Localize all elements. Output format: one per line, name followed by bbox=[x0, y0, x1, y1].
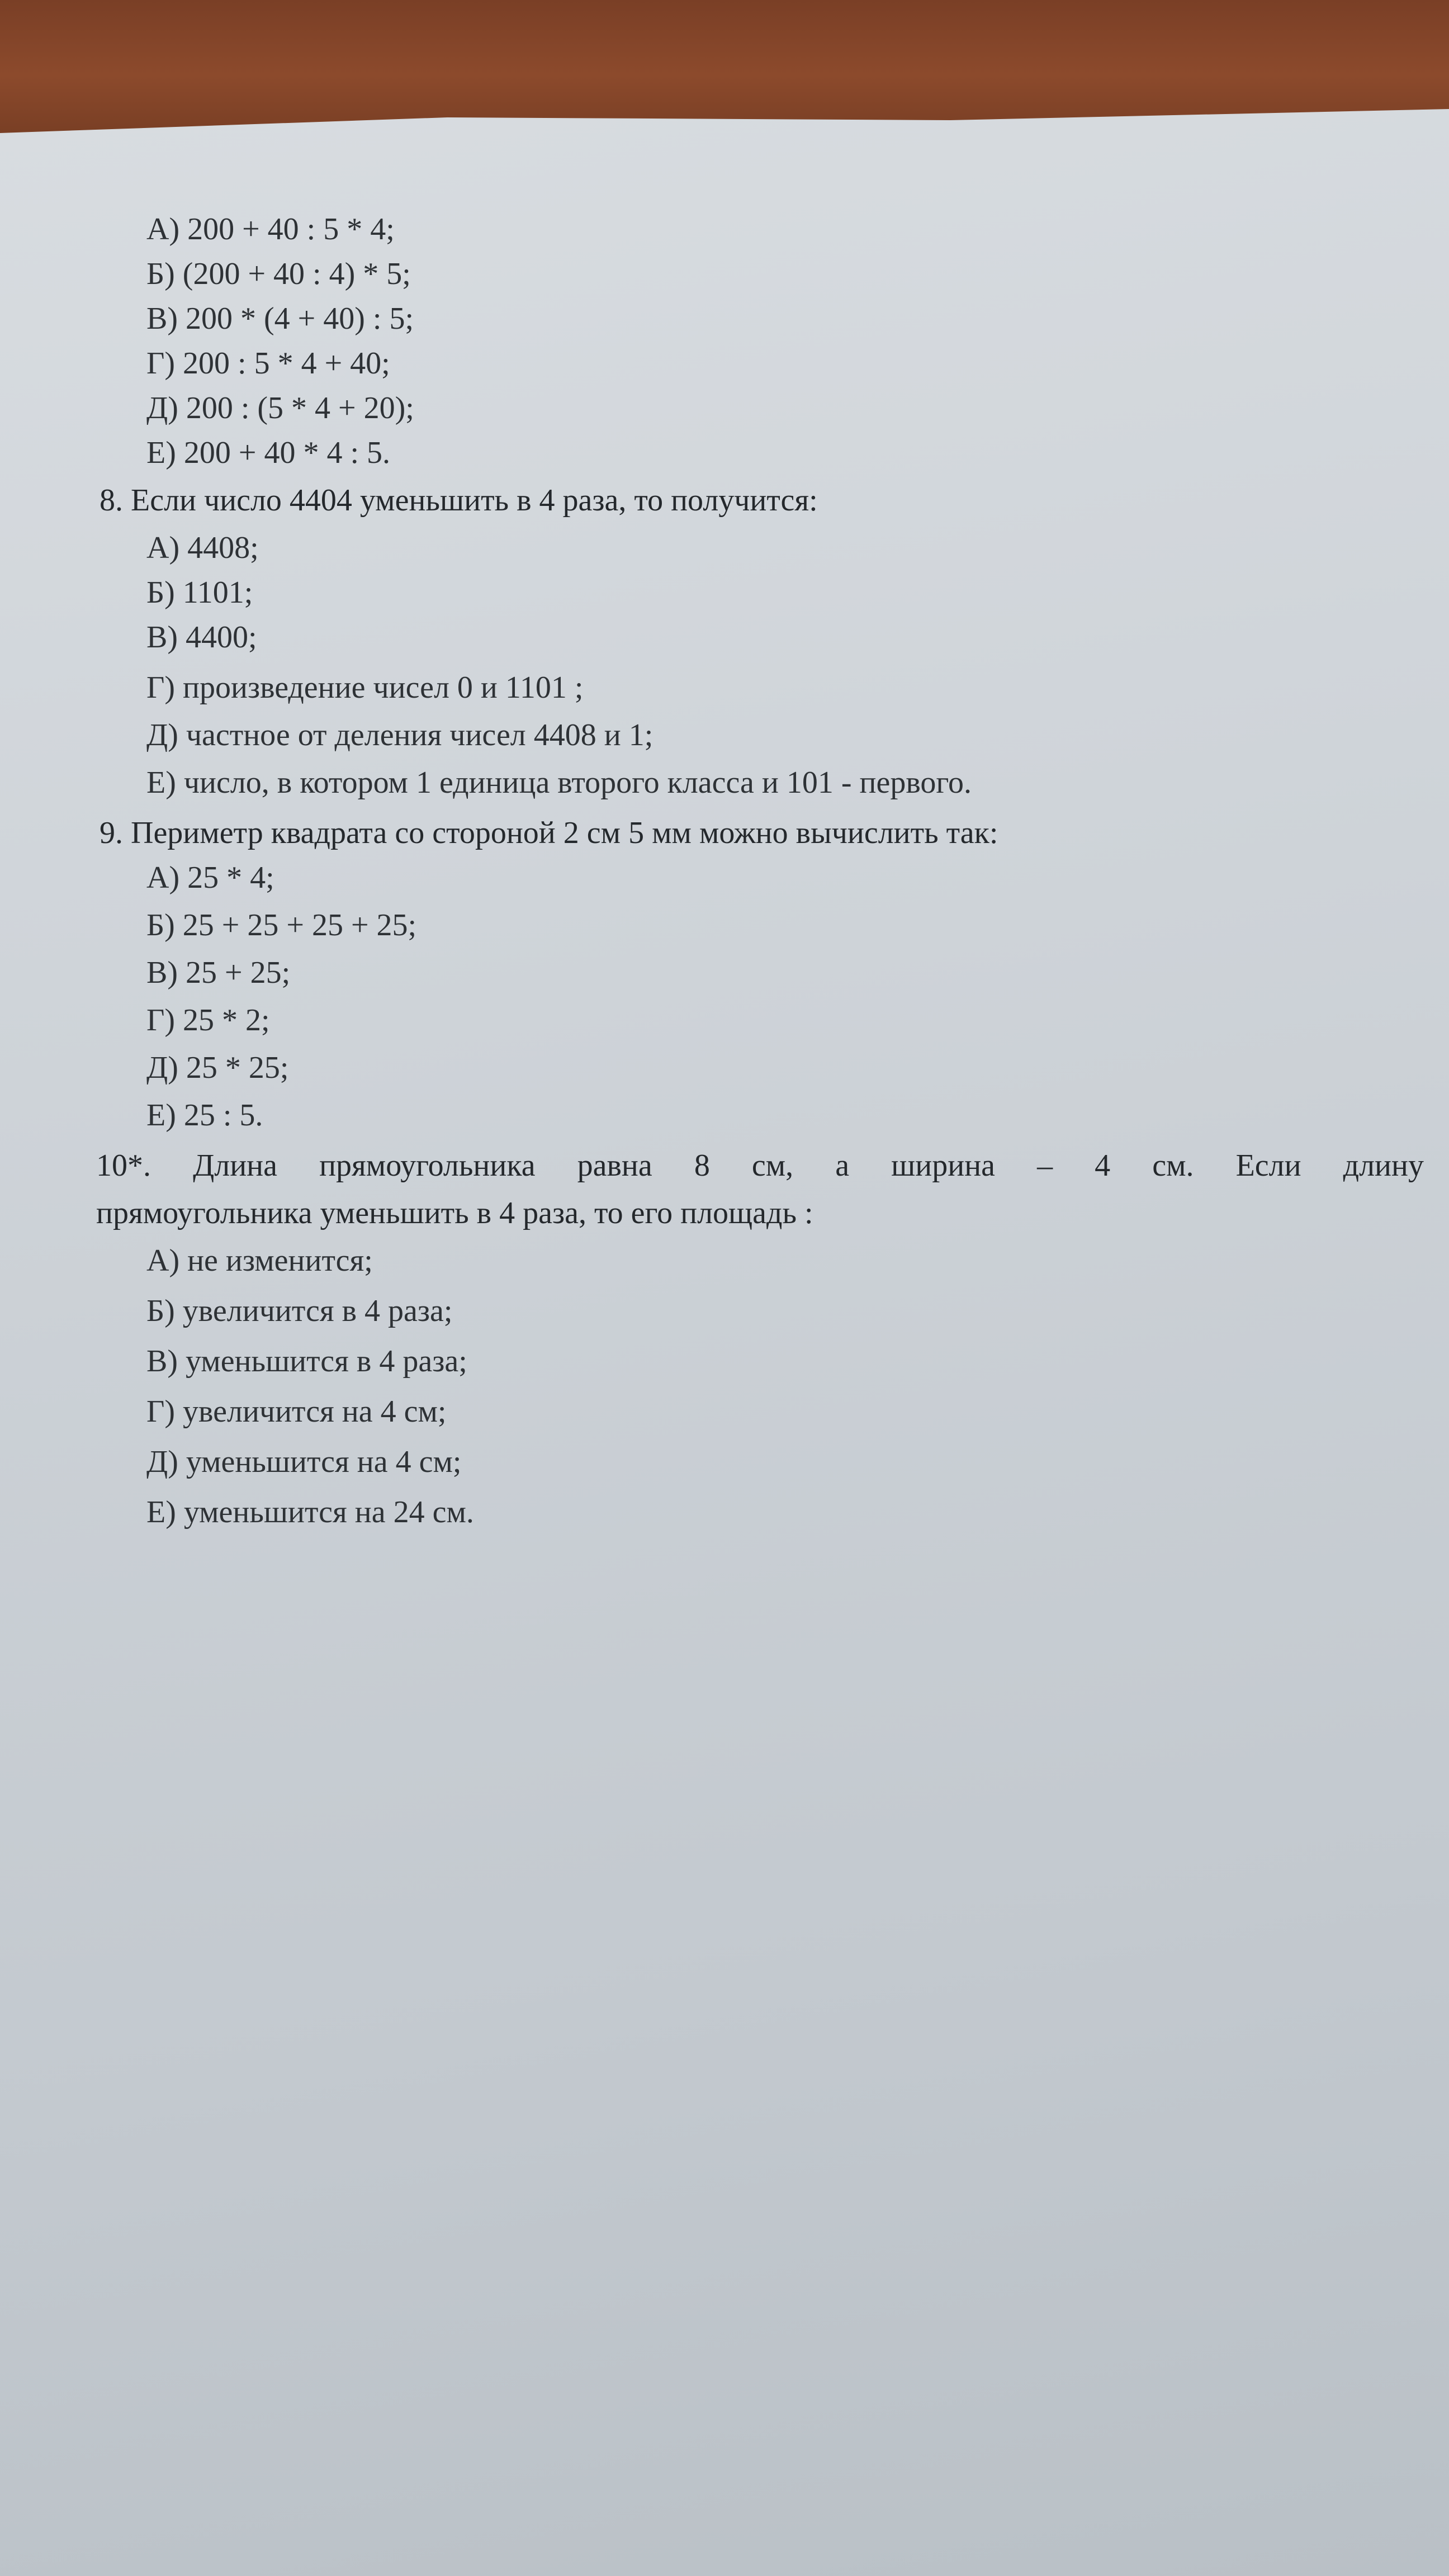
q9-question: 9. Периметр квадрата со стороной 2 см 5 мм можно вычислить так: bbox=[100, 816, 998, 850]
q7-option-g: Г) 200 : 5 * 4 + 40; bbox=[146, 346, 390, 381]
q10-option-b: Б) увеличится в 4 раза; bbox=[146, 1294, 453, 1328]
q9-option-v: В) 25 + 25; bbox=[146, 955, 291, 990]
q8-option-v: В) 4400; bbox=[146, 620, 257, 655]
q10-question-line1: 10*. Длина прямоугольника равна 8 см, а ширина – 4 см. Если длину bbox=[96, 1148, 1424, 1183]
q7-option-b: Б) (200 + 40 : 4) * 5; bbox=[146, 257, 411, 291]
q9-option-b: Б) 25 + 25 + 25 + 25; bbox=[146, 908, 417, 943]
q9-option-d: Д) 25 * 25; bbox=[146, 1050, 289, 1085]
q7-option-v: В) 200 * (4 + 40) : 5; bbox=[146, 301, 414, 336]
q8-option-b: Б) 1101; bbox=[146, 575, 253, 610]
q7-option-a: А) 200 + 40 : 5 * 4; bbox=[146, 212, 395, 247]
q10-option-d: Д) уменьшится на 4 см; bbox=[146, 1445, 462, 1479]
q10-question-line2: прямоугольника уменьшить в 4 раза, то его площадь : bbox=[96, 1196, 813, 1230]
q9-option-a: А) 25 * 4; bbox=[146, 860, 274, 895]
q7-option-d: Д) 200 : (5 * 4 + 20); bbox=[146, 391, 414, 425]
q8-option-g: Г) произведение чисел 0 и 1101 ; bbox=[146, 670, 584, 705]
q8-option-d: Д) частное от деления чисел 4408 и 1; bbox=[146, 718, 654, 752]
q10-option-e: Е) уменьшится на 24 см. bbox=[146, 1495, 474, 1530]
q10-option-v: В) уменьшится в 4 раза; bbox=[146, 1344, 467, 1379]
q8-question: 8. Если число 4404 уменьшить в 4 раза, то получится: bbox=[100, 483, 818, 518]
q10-option-g: Г) увеличится на 4 см; bbox=[146, 1394, 447, 1429]
q10-option-a: А) не изменится; bbox=[146, 1243, 373, 1278]
q8-option-e: Е) число, в котором 1 единица второго класса и 101 - первого. bbox=[146, 765, 972, 800]
q9-option-g: Г) 25 * 2; bbox=[146, 1003, 270, 1038]
q8-option-a: А) 4408; bbox=[146, 531, 259, 565]
q7-option-e: Е) 200 + 40 * 4 : 5. bbox=[146, 435, 390, 470]
q9-option-e: Е) 25 : 5. bbox=[146, 1098, 263, 1133]
